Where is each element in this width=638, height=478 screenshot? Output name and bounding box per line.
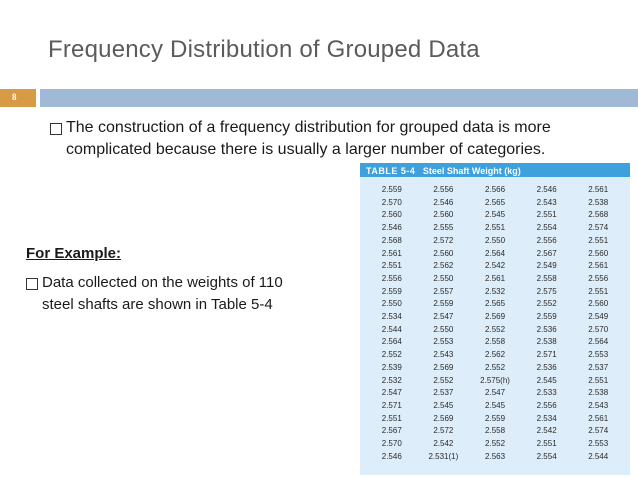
table-cell: 2.553: [588, 439, 609, 449]
table-cell: 2.574: [588, 223, 609, 233]
table-cell: 2.551: [536, 210, 557, 220]
table-cell: 2.547: [433, 312, 454, 322]
bullet-square-icon: [50, 123, 62, 135]
table-cell: 2.532: [485, 286, 506, 296]
table-row: [366, 273, 624, 286]
table-cell: 2.567: [536, 248, 557, 258]
table-cell: 2.551: [381, 261, 402, 271]
table-cell: 2.558: [485, 337, 506, 347]
table-cell: 2.543: [536, 197, 557, 207]
table-cell: 2.551: [588, 286, 609, 296]
table-cell: 2.546: [381, 451, 402, 461]
table-cell: 2.561: [381, 248, 402, 258]
table-row: [366, 425, 624, 438]
table-cell: 2.542: [485, 261, 506, 271]
table-row: [366, 336, 624, 349]
table-cell: 2.565: [485, 197, 506, 207]
table-cell: 2.547: [381, 388, 402, 398]
table-cell: 2.552: [536, 299, 557, 309]
bullet-square-icon: [26, 278, 38, 290]
table-row: [366, 349, 624, 362]
table-cell: 2.552: [485, 362, 506, 372]
table-cell: 2.552: [433, 375, 454, 385]
table-row: [366, 286, 624, 299]
table-row: [366, 400, 624, 413]
table-cell: 2.558: [536, 273, 557, 283]
table-cell: 2.556: [536, 235, 557, 245]
table-row: [366, 451, 624, 464]
table-row: [366, 362, 624, 375]
table-cell: 2.561: [485, 273, 506, 283]
slide-number-bar: [0, 89, 36, 107]
table-cell: 2.550: [433, 273, 454, 283]
table-cell: 2.549: [536, 261, 557, 271]
table-cell: 2.554: [536, 451, 557, 461]
table-cell: 2.542: [536, 426, 557, 436]
table-cell: 2.560: [588, 248, 609, 258]
table-cell: 2.551: [536, 439, 557, 449]
table-cell: 2.551: [381, 413, 402, 423]
table-row: [366, 197, 624, 210]
slide-title: Frequency Distribution of Grouped Data: [48, 36, 480, 63]
example-bullet: [26, 272, 286, 316]
table-cell: 2.538: [536, 337, 557, 347]
table-row: [366, 260, 624, 273]
table-row: [366, 209, 624, 222]
table-cell: 2.563: [485, 451, 506, 461]
table-cell: 2.572: [433, 235, 454, 245]
steel-shaft-weight-table: [366, 184, 624, 463]
slide-number: 8: [12, 92, 17, 102]
table-cell: 2.569: [485, 312, 506, 322]
table-cell: 2.554: [536, 223, 557, 233]
table-cell: 2.552: [381, 350, 402, 360]
table-cell: 2.568: [588, 210, 609, 220]
table-row: [366, 438, 624, 451]
table-row: [366, 184, 624, 197]
table-cell: 2.545: [433, 400, 454, 410]
table-cell: 2.569: [433, 413, 454, 423]
table-cell: 2.567: [381, 426, 402, 436]
table-cell: 2.543: [588, 400, 609, 410]
table-cell: 2.562: [433, 261, 454, 271]
table-cell: 2.568: [381, 235, 402, 245]
table-cell: 2.571: [536, 350, 557, 360]
table-cell: 2.559: [536, 312, 557, 322]
table-cell: 2.571: [381, 400, 402, 410]
main-bullet-text: The construction of a frequency distribution for grouped data is more complicated because there is usually a larger number of categories.: [66, 119, 551, 158]
table-cell: 2.544: [588, 451, 609, 461]
table-cell: 2.550: [485, 235, 506, 245]
table-cell: 2.552: [485, 324, 506, 334]
table-caption: Steel Shaft Weight (kg): [422, 166, 521, 176]
table-row: [366, 248, 624, 261]
table-cell: 2.570: [588, 324, 609, 334]
table-cell: 2.534: [381, 312, 402, 322]
table-cell: 2.547: [485, 388, 506, 398]
table-cell: 2.543: [433, 350, 454, 360]
table-cell: 2.566: [485, 185, 506, 194]
table-cell: 2.544: [381, 324, 402, 334]
table-cell: 2.560: [381, 210, 402, 220]
table-cell: 2.570: [381, 439, 402, 449]
table-row: [366, 222, 624, 235]
table-cell: 2.561: [588, 185, 609, 194]
table-header: [360, 163, 636, 179]
table-cell: 2.560: [433, 248, 454, 258]
table-row: [366, 413, 624, 426]
table-cell: 2.572: [433, 426, 454, 436]
table-cell: 2.539: [381, 362, 402, 372]
table-cell: 2.534: [536, 413, 557, 423]
table-cell: 2.537: [588, 362, 609, 372]
table-cell: 2.560: [433, 210, 454, 220]
table-cell: 2.532: [381, 375, 402, 385]
table-row: [366, 235, 624, 248]
table-cell: 2.565: [485, 299, 506, 309]
table-cell: 2.537: [433, 388, 454, 398]
table-cell: 2.560: [588, 299, 609, 309]
table-cell: 2.551: [588, 235, 609, 245]
table-cell: 2.553: [588, 350, 609, 360]
table-cell: 2.564: [588, 337, 609, 347]
table-cell: 2.536: [536, 324, 557, 334]
table-cell: 2.564: [485, 248, 506, 258]
table-cell: 2.559: [433, 299, 454, 309]
table-cell: 2.546: [381, 223, 402, 233]
table-cell: 2.559: [381, 286, 402, 296]
table-cell: 2.550: [433, 324, 454, 334]
table-cell: 2.531(1): [428, 451, 459, 461]
table-cell: 2.556: [381, 273, 402, 283]
table-row: [366, 375, 624, 388]
title-divider-bar: [40, 89, 638, 107]
table-cell: 2.570: [381, 197, 402, 207]
table-cell: 2.557: [433, 286, 454, 296]
main-bullet: [50, 117, 610, 161]
table-row: [366, 311, 624, 324]
table-cell: 2.550: [381, 299, 402, 309]
table-cell: 2.555: [433, 223, 454, 233]
table-cell: 2.553: [433, 337, 454, 347]
table-cell: 2.551: [485, 223, 506, 233]
table-cell: 2.538: [588, 388, 609, 398]
table-cell: 2.562: [485, 350, 506, 360]
table-cell: 2.546: [433, 197, 454, 207]
table-cell: 2.561: [588, 413, 609, 423]
table-cell: 2.549: [588, 312, 609, 322]
table-cell: 2.545: [485, 400, 506, 410]
table-cell: 2.575: [536, 286, 557, 296]
table-row: [366, 387, 624, 400]
table-row: [366, 298, 624, 311]
table-label: TABLE 5-4: [366, 166, 416, 176]
table-cell: 2.538: [588, 197, 609, 207]
table-cell: 2.536: [536, 362, 557, 372]
table-cell: 2.556: [588, 273, 609, 283]
table-cell: 2.559: [381, 185, 402, 194]
table-cell: 2.556: [536, 400, 557, 410]
table-cell: 2.545: [485, 210, 506, 220]
table-cell: 2.542: [433, 439, 454, 449]
table-cell: 2.551: [588, 375, 609, 385]
table-cell: 2.559: [485, 413, 506, 423]
table-cell: 2.552: [485, 439, 506, 449]
table-row: [366, 324, 624, 337]
table-cell: 2.533: [536, 388, 557, 398]
table-cell: 2.545: [536, 375, 557, 385]
table-cell: 2.564: [381, 337, 402, 347]
table-cell: 2.574: [588, 426, 609, 436]
table-cell: 2.569: [433, 362, 454, 372]
table-cell: 2.561: [588, 261, 609, 271]
example-bullet-text: Data collected on the weights of 110 steel shafts are shown in Table 5-4: [42, 274, 283, 313]
table-cell: 2.558: [485, 426, 506, 436]
example-heading: For Example:: [26, 245, 122, 262]
table-cell: 2.546: [536, 185, 557, 194]
table-cell: 2.556: [433, 185, 454, 194]
table-cell: 2.575(h): [480, 375, 510, 385]
